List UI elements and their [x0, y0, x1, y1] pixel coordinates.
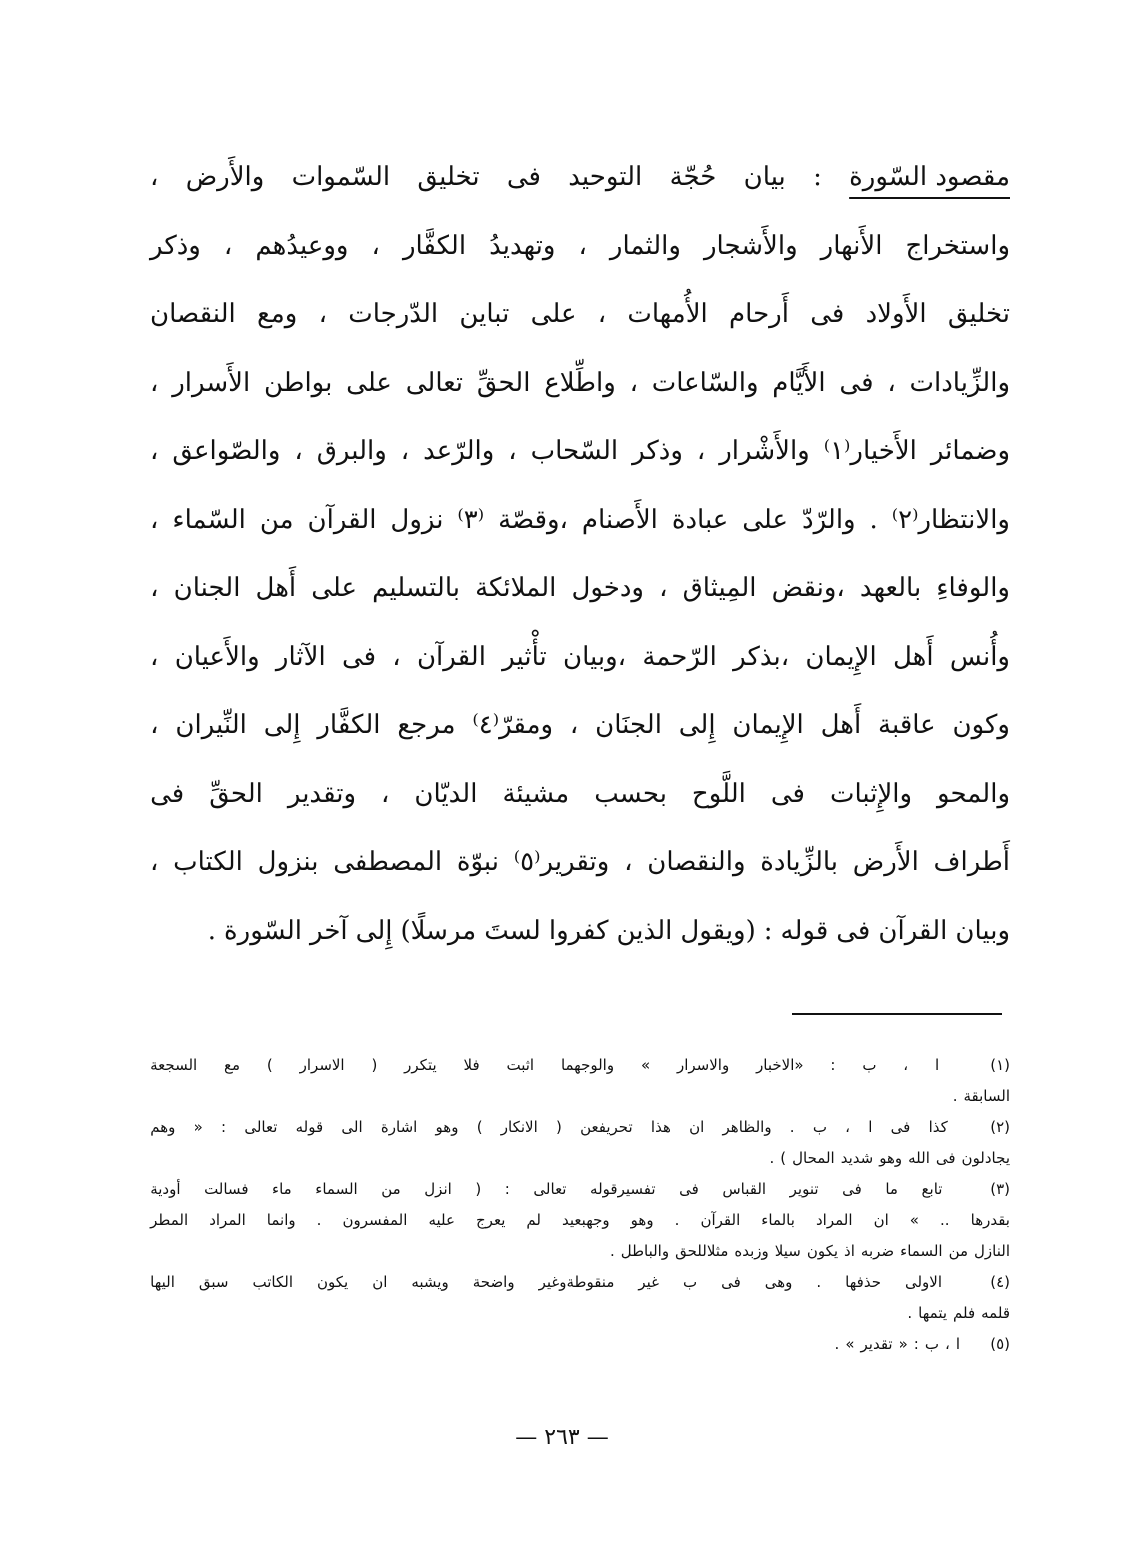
word: ، — [150, 573, 159, 603]
footnote-word: ) — [780, 1149, 787, 1167]
footnote-word: وهو — [435, 1118, 459, 1136]
footnote-word: المفسرون — [342, 1211, 408, 1229]
word: والمحو — [937, 778, 1010, 809]
word: ، — [150, 847, 159, 877]
footnote-word: «الاخبار — [756, 1056, 804, 1074]
word: الكفَّار — [402, 230, 467, 261]
word: الأَخيار⁽١⁾ — [823, 436, 917, 466]
word: وتقدير — [287, 778, 357, 809]
word: ، — [318, 299, 327, 329]
footnote-word: بالماء — [761, 1211, 795, 1229]
word: على — [346, 367, 392, 398]
footnote-word: : — [504, 1180, 510, 1198]
word: تخليق — [947, 299, 1010, 329]
footnote-word: تعالى — [244, 1118, 278, 1136]
text-line — [150, 219, 1010, 288]
footnote-word: . — [316, 1211, 322, 1229]
word: ، — [294, 436, 303, 466]
word: حُجّة — [669, 162, 717, 192]
word: ، — [624, 847, 633, 877]
word: عاقبة — [878, 710, 936, 740]
footnote-word: : — [221, 1118, 227, 1136]
word: الدّرجات — [348, 299, 439, 329]
word: تعالى — [405, 367, 464, 398]
footnote-word: السابقة — [963, 1087, 1010, 1105]
word: والأَشجار — [703, 230, 798, 261]
word: ، — [597, 299, 607, 329]
footnote-word: منقوطةوغير — [538, 1273, 615, 1291]
word: الإِيمان — [732, 710, 804, 740]
footnote-word: يتمها — [918, 1304, 948, 1322]
footnote-word: والاسرار — [676, 1056, 730, 1074]
text-line — [150, 767, 1010, 836]
footnote-word: أودية — [150, 1180, 181, 1198]
word: واطِّلاع — [544, 367, 616, 398]
footnote-word: .. — [940, 1211, 950, 1229]
footnote-word: تفسيرقوله — [590, 1180, 656, 1198]
word: وذكر — [632, 436, 683, 466]
footnote-word: » — [845, 1335, 855, 1353]
footnote-separator — [792, 1013, 1002, 1015]
footnote-word: ب — [682, 1273, 698, 1291]
word: واستخراج — [905, 230, 1010, 261]
footnote-word: فى — [842, 1180, 862, 1198]
footnote-word: : — [830, 1056, 836, 1074]
footnote-line — [150, 1267, 1010, 1298]
text-line — [150, 698, 1010, 767]
footnote-word: مع — [224, 1056, 241, 1074]
footnote-word: سيلا — [774, 1242, 801, 1260]
footnote-word: ويشبه — [411, 1273, 449, 1291]
footnote-word: الاولى — [904, 1273, 943, 1291]
word: الكفَّار — [317, 710, 381, 740]
word: الجنان — [173, 573, 241, 603]
word: الأَسرار — [172, 367, 251, 398]
word: ،وقصّة — [498, 504, 568, 535]
footnote-word: ا — [868, 1118, 873, 1136]
word: أَهل — [820, 710, 862, 740]
word: السّماء — [172, 504, 246, 535]
word: والرّعد — [423, 436, 495, 466]
word: أَهل — [892, 641, 934, 672]
word: ،بذكر — [733, 641, 790, 672]
word: على — [530, 299, 577, 329]
footnote-word: . — [674, 1211, 680, 1229]
footnote-word: الانكار — [500, 1118, 538, 1136]
footnote-word: تابع — [921, 1180, 943, 1198]
word: ودخول — [571, 573, 644, 603]
word: والبرق — [316, 436, 387, 466]
word: بالتسليم — [372, 573, 461, 603]
word: ، — [150, 641, 159, 672]
footnote-word: يكون — [316, 1273, 349, 1291]
footnote-line — [150, 1298, 1010, 1329]
footnote-word: ما — [885, 1180, 898, 1198]
word: والرّدّ — [801, 504, 856, 535]
word: أَطراف — [933, 847, 1010, 877]
word: القرآن — [416, 641, 486, 672]
footnote-line — [150, 1081, 1010, 1112]
word: النقصان — [150, 299, 236, 329]
footnote-word: والباطل — [620, 1242, 670, 1260]
footnote-number: (٤) — [990, 1273, 1010, 1291]
footnote-word: المحال — [792, 1149, 835, 1167]
word: ⁽٣⁾ — [457, 504, 485, 535]
footnote-word: « — [193, 1118, 203, 1136]
word: الحقِّ — [476, 367, 531, 398]
word: المِيثاق — [682, 573, 757, 603]
word: . — [207, 915, 217, 946]
word: نبوّة — [456, 847, 499, 877]
footnote-word: ضربه — [860, 1242, 895, 1260]
word: والسّاعات — [651, 367, 759, 398]
word: الحقِّ — [209, 778, 263, 809]
word: وضمائر — [930, 436, 1010, 466]
footnote-word: ماء — [272, 1180, 292, 1198]
word: القرآن — [307, 504, 377, 535]
word: القرآن — [878, 915, 948, 946]
footnote-line — [150, 1112, 1010, 1143]
word: ، — [400, 436, 410, 466]
footnote-word: . — [834, 1335, 840, 1353]
footnote-word: عليه — [428, 1211, 455, 1229]
word: الكتاب — [173, 847, 243, 877]
footnote-word: ( — [556, 1118, 562, 1136]
footnote-word: ب — [924, 1335, 939, 1353]
word: بيان — [743, 162, 786, 192]
word: الديّان — [414, 778, 478, 809]
footnote-word: الى — [341, 1118, 363, 1136]
word: على — [742, 504, 789, 535]
footnote-word: المراد — [209, 1211, 246, 1229]
word: تخليق — [417, 162, 480, 192]
word: والزِّيادات — [909, 367, 1010, 398]
word: فى — [150, 778, 185, 809]
footnote-word: ( — [371, 1056, 378, 1074]
footnote-word: شديد — [840, 1149, 874, 1167]
word: فى — [839, 367, 874, 398]
footnote-word: من — [381, 1180, 401, 1198]
footnote-word: قلمه — [981, 1304, 1010, 1322]
word: تأْثير — [502, 641, 547, 672]
footnote-word: فى — [890, 1118, 911, 1136]
footnote-word: يتكرر — [404, 1056, 437, 1074]
text-line — [150, 424, 1010, 493]
word: ، — [150, 710, 159, 740]
text-line — [150, 150, 1010, 219]
footnote-word: » — [909, 1211, 919, 1229]
footnote-word: بقدرها — [970, 1211, 1010, 1229]
footnote-word: ب — [812, 1118, 827, 1136]
footnote-word: . — [769, 1149, 775, 1167]
word: بالعهد — [859, 573, 922, 603]
word: ، — [150, 367, 159, 398]
footnote-word: السماء — [900, 1242, 943, 1260]
word: (ويقول — [680, 915, 756, 946]
word: وذكر — [150, 230, 201, 261]
word: ، — [887, 367, 896, 398]
footnote-word: ، — [845, 1118, 851, 1136]
word: من — [259, 504, 294, 535]
footnote-word: وجهبعيد — [562, 1211, 610, 1229]
footnote-word: فلا — [463, 1056, 480, 1074]
word: أَهل — [255, 573, 297, 603]
footnote-word: والوجهما — [560, 1056, 615, 1074]
word: ، — [578, 230, 587, 261]
text-line — [150, 630, 1010, 699]
word: بحسب — [594, 778, 667, 809]
word: والثمار — [609, 230, 681, 261]
footnote-word: غير — [638, 1273, 659, 1291]
footnotes — [150, 1050, 1010, 1360]
footnote-word: النازل — [974, 1242, 1010, 1260]
word: . — [869, 504, 878, 535]
word: أَرحام — [729, 299, 789, 329]
footnote-word: كذا — [928, 1118, 948, 1136]
footnote-word: ( — [475, 1180, 482, 1198]
text-line — [150, 561, 1010, 630]
word: قوله — [780, 915, 829, 946]
word: : — [813, 162, 822, 192]
footnote-word: يكون — [806, 1242, 839, 1260]
word: الأَيَّام — [772, 367, 826, 398]
footnote-word: » — [640, 1056, 651, 1074]
footnote-word: ان — [873, 1211, 889, 1229]
word: بواطن — [263, 367, 333, 398]
word: بنزول — [257, 847, 319, 877]
word: ، — [223, 230, 233, 261]
word: آخر — [310, 915, 348, 946]
footnote-word: واضحة — [472, 1273, 515, 1291]
word: النِّيران — [175, 710, 247, 740]
word: والإِثبات — [829, 778, 913, 809]
footnote-line — [150, 1205, 1010, 1236]
word: والوفاءِ — [936, 573, 1010, 603]
word: والنقصان — [647, 847, 746, 877]
word: ومقرّ⁽٤⁾ — [472, 710, 554, 740]
word: وأُنس — [949, 641, 1010, 672]
footnote-word: اشارة — [380, 1118, 418, 1136]
word: كفروا — [548, 915, 609, 946]
word: ، — [381, 778, 390, 809]
word: فى — [810, 299, 845, 329]
text-line — [150, 356, 1010, 425]
word: وتهديدُ — [489, 230, 556, 261]
footnote-word: ب — [862, 1056, 877, 1074]
footnote-word: ، — [944, 1335, 950, 1353]
footnote-word: يجادلون — [961, 1149, 1010, 1167]
word: ، — [392, 641, 401, 672]
word: السّموات — [291, 162, 391, 192]
word: وبيان — [955, 915, 1010, 946]
word: والأَشْرار — [719, 436, 810, 466]
footnote-word: تعالى — [533, 1180, 567, 1198]
text-line — [150, 493, 1010, 562]
footnote-word: المراد — [815, 1211, 853, 1229]
word: وكون — [952, 710, 1010, 740]
word: ،ونقض — [771, 573, 845, 603]
footnote-word: حذفها — [845, 1273, 881, 1291]
page-number: — ٢٦٣ — — [515, 1425, 609, 1450]
footnote-number: (١) — [990, 1056, 1010, 1074]
word: الذين — [616, 915, 673, 946]
footnote-word: ا — [955, 1335, 960, 1353]
footnote-word: تحريفعن — [580, 1118, 633, 1136]
footnote-word: مثلاللحق — [675, 1242, 729, 1260]
footnote-number: (٥) — [990, 1335, 1010, 1353]
footnote-word: سبق — [198, 1273, 229, 1291]
footnote-word: « — [898, 1335, 908, 1353]
word: الأَولاد — [865, 299, 927, 329]
footnote-word: ) — [476, 1118, 483, 1136]
word: تباين — [459, 299, 510, 329]
word: ،وبيان — [563, 641, 627, 672]
word: الأَصنام — [581, 504, 658, 535]
footnote-word: . — [907, 1304, 913, 1322]
footnote-number: (٣) — [990, 1180, 1010, 1198]
footnote-word: فى — [935, 1149, 956, 1167]
footnote-line — [150, 1236, 1010, 1267]
word: الرّحمة — [642, 641, 717, 672]
footnote-word: لم — [526, 1211, 541, 1229]
footnote-word: والظاهر — [722, 1118, 772, 1136]
footnote-line — [150, 1143, 1010, 1174]
main-text — [150, 150, 1010, 972]
footnote-word: تنوير — [789, 1180, 819, 1198]
footnote-word: وهو — [630, 1211, 654, 1229]
footnote-word: القباس — [722, 1180, 767, 1198]
word: والأَرض — [185, 162, 265, 192]
word: لستَ — [484, 915, 541, 946]
word: مرسلًا) — [400, 915, 477, 946]
word: فى — [836, 915, 871, 946]
word: ، — [508, 436, 517, 466]
footnote-word: وانما — [266, 1211, 296, 1229]
footnote-line — [150, 1050, 1010, 1081]
word: مشيئة — [502, 778, 570, 809]
word: بالزِّيادة — [760, 847, 839, 877]
sura-heading: مقصود السّورة — [849, 162, 1010, 192]
word: الأَرض — [852, 847, 919, 877]
word: فى — [506, 162, 541, 192]
word: والانتظار⁽٢⁾ — [891, 504, 1010, 535]
footnote-line — [150, 1174, 1010, 1205]
word: ووعيدُهم — [255, 230, 349, 261]
word: الأُمهات — [627, 299, 708, 329]
footnote-word: فى — [679, 1180, 699, 1198]
footnote-word: اثبت — [506, 1056, 535, 1074]
word: ، — [371, 230, 380, 261]
text-line — [150, 904, 1010, 973]
word: فى — [770, 778, 805, 809]
word: نزول — [390, 504, 444, 535]
footnote-word: فلم — [953, 1304, 976, 1322]
word: والصّواعق — [172, 436, 281, 466]
word: المصطفى — [333, 847, 443, 877]
footnote-word: : — [913, 1335, 919, 1353]
word: الجنَان — [595, 710, 662, 740]
footnote-word: فى — [721, 1273, 741, 1291]
footnote-word: السجعة — [150, 1056, 198, 1074]
footnote-word: الكاتب — [252, 1273, 293, 1291]
footnote-word: ا — [934, 1056, 940, 1074]
footnote-word: وزبده — [734, 1242, 769, 1260]
footnote-word: . — [609, 1242, 615, 1260]
word: اللَّوح — [691, 778, 746, 809]
word: الأَنهار — [820, 230, 883, 261]
word: مرجع — [397, 710, 456, 740]
footnote-word: ان — [689, 1118, 705, 1136]
word: ، — [150, 162, 159, 192]
word: إِلى — [263, 710, 301, 740]
word: عبادة — [671, 504, 729, 535]
text-line — [150, 835, 1010, 904]
word: على — [311, 573, 358, 603]
word: ومع — [257, 299, 298, 329]
word: فى — [341, 641, 377, 672]
footnote-word: ، — [903, 1056, 909, 1074]
footnote-word: قوله — [295, 1118, 324, 1136]
footnote-word: . — [952, 1087, 958, 1105]
footnote-word: السماء — [315, 1180, 358, 1198]
word: ، — [150, 436, 159, 466]
footnote-word: اذ — [844, 1242, 855, 1260]
word: السّحاب — [530, 436, 619, 466]
word: السّورة — [224, 915, 302, 946]
text-line — [150, 287, 1010, 356]
word: الإِيمان — [805, 641, 877, 672]
word: ، — [629, 367, 638, 398]
word: إِلى — [355, 915, 393, 946]
footnote-word: القرآن — [700, 1211, 741, 1229]
word: وتقرير⁽٥⁾ — [513, 847, 610, 877]
footnote-word: . — [816, 1273, 822, 1291]
footnote-word: ان — [372, 1273, 388, 1291]
word: الآثار — [275, 641, 326, 672]
footnote-word: الاسرار — [299, 1056, 345, 1074]
footnote-word: تقدير — [860, 1335, 893, 1353]
footnote-word: المطر — [150, 1211, 189, 1229]
word: التوحيد — [568, 162, 643, 192]
footnote-number: (٢) — [990, 1118, 1010, 1136]
footnote-word: ) — [266, 1056, 273, 1074]
word: والأَعيان — [174, 641, 260, 672]
footnote-word: من — [948, 1242, 969, 1260]
word: ، — [696, 436, 706, 466]
footnote-word: الله — [908, 1149, 930, 1167]
footnote-word: . — [789, 1118, 795, 1136]
word: الملائكة — [475, 573, 557, 603]
word: إِلى — [678, 710, 716, 740]
footnote-word: اليها — [150, 1273, 175, 1291]
word: ، — [569, 710, 579, 740]
footnote-line — [150, 1329, 1010, 1360]
word: : — [763, 915, 773, 946]
footnote-word: يعرج — [476, 1211, 506, 1229]
word: ، — [150, 504, 159, 535]
footnote-word: هذا — [650, 1118, 671, 1136]
footnote-word: وهى — [764, 1273, 793, 1291]
footnote-word: انزل — [424, 1180, 452, 1198]
footnote-word: وهو — [879, 1149, 903, 1167]
word: ، — [659, 573, 668, 603]
footnote-word: فسالت — [204, 1180, 249, 1198]
footnote-word: وهم — [150, 1118, 176, 1136]
